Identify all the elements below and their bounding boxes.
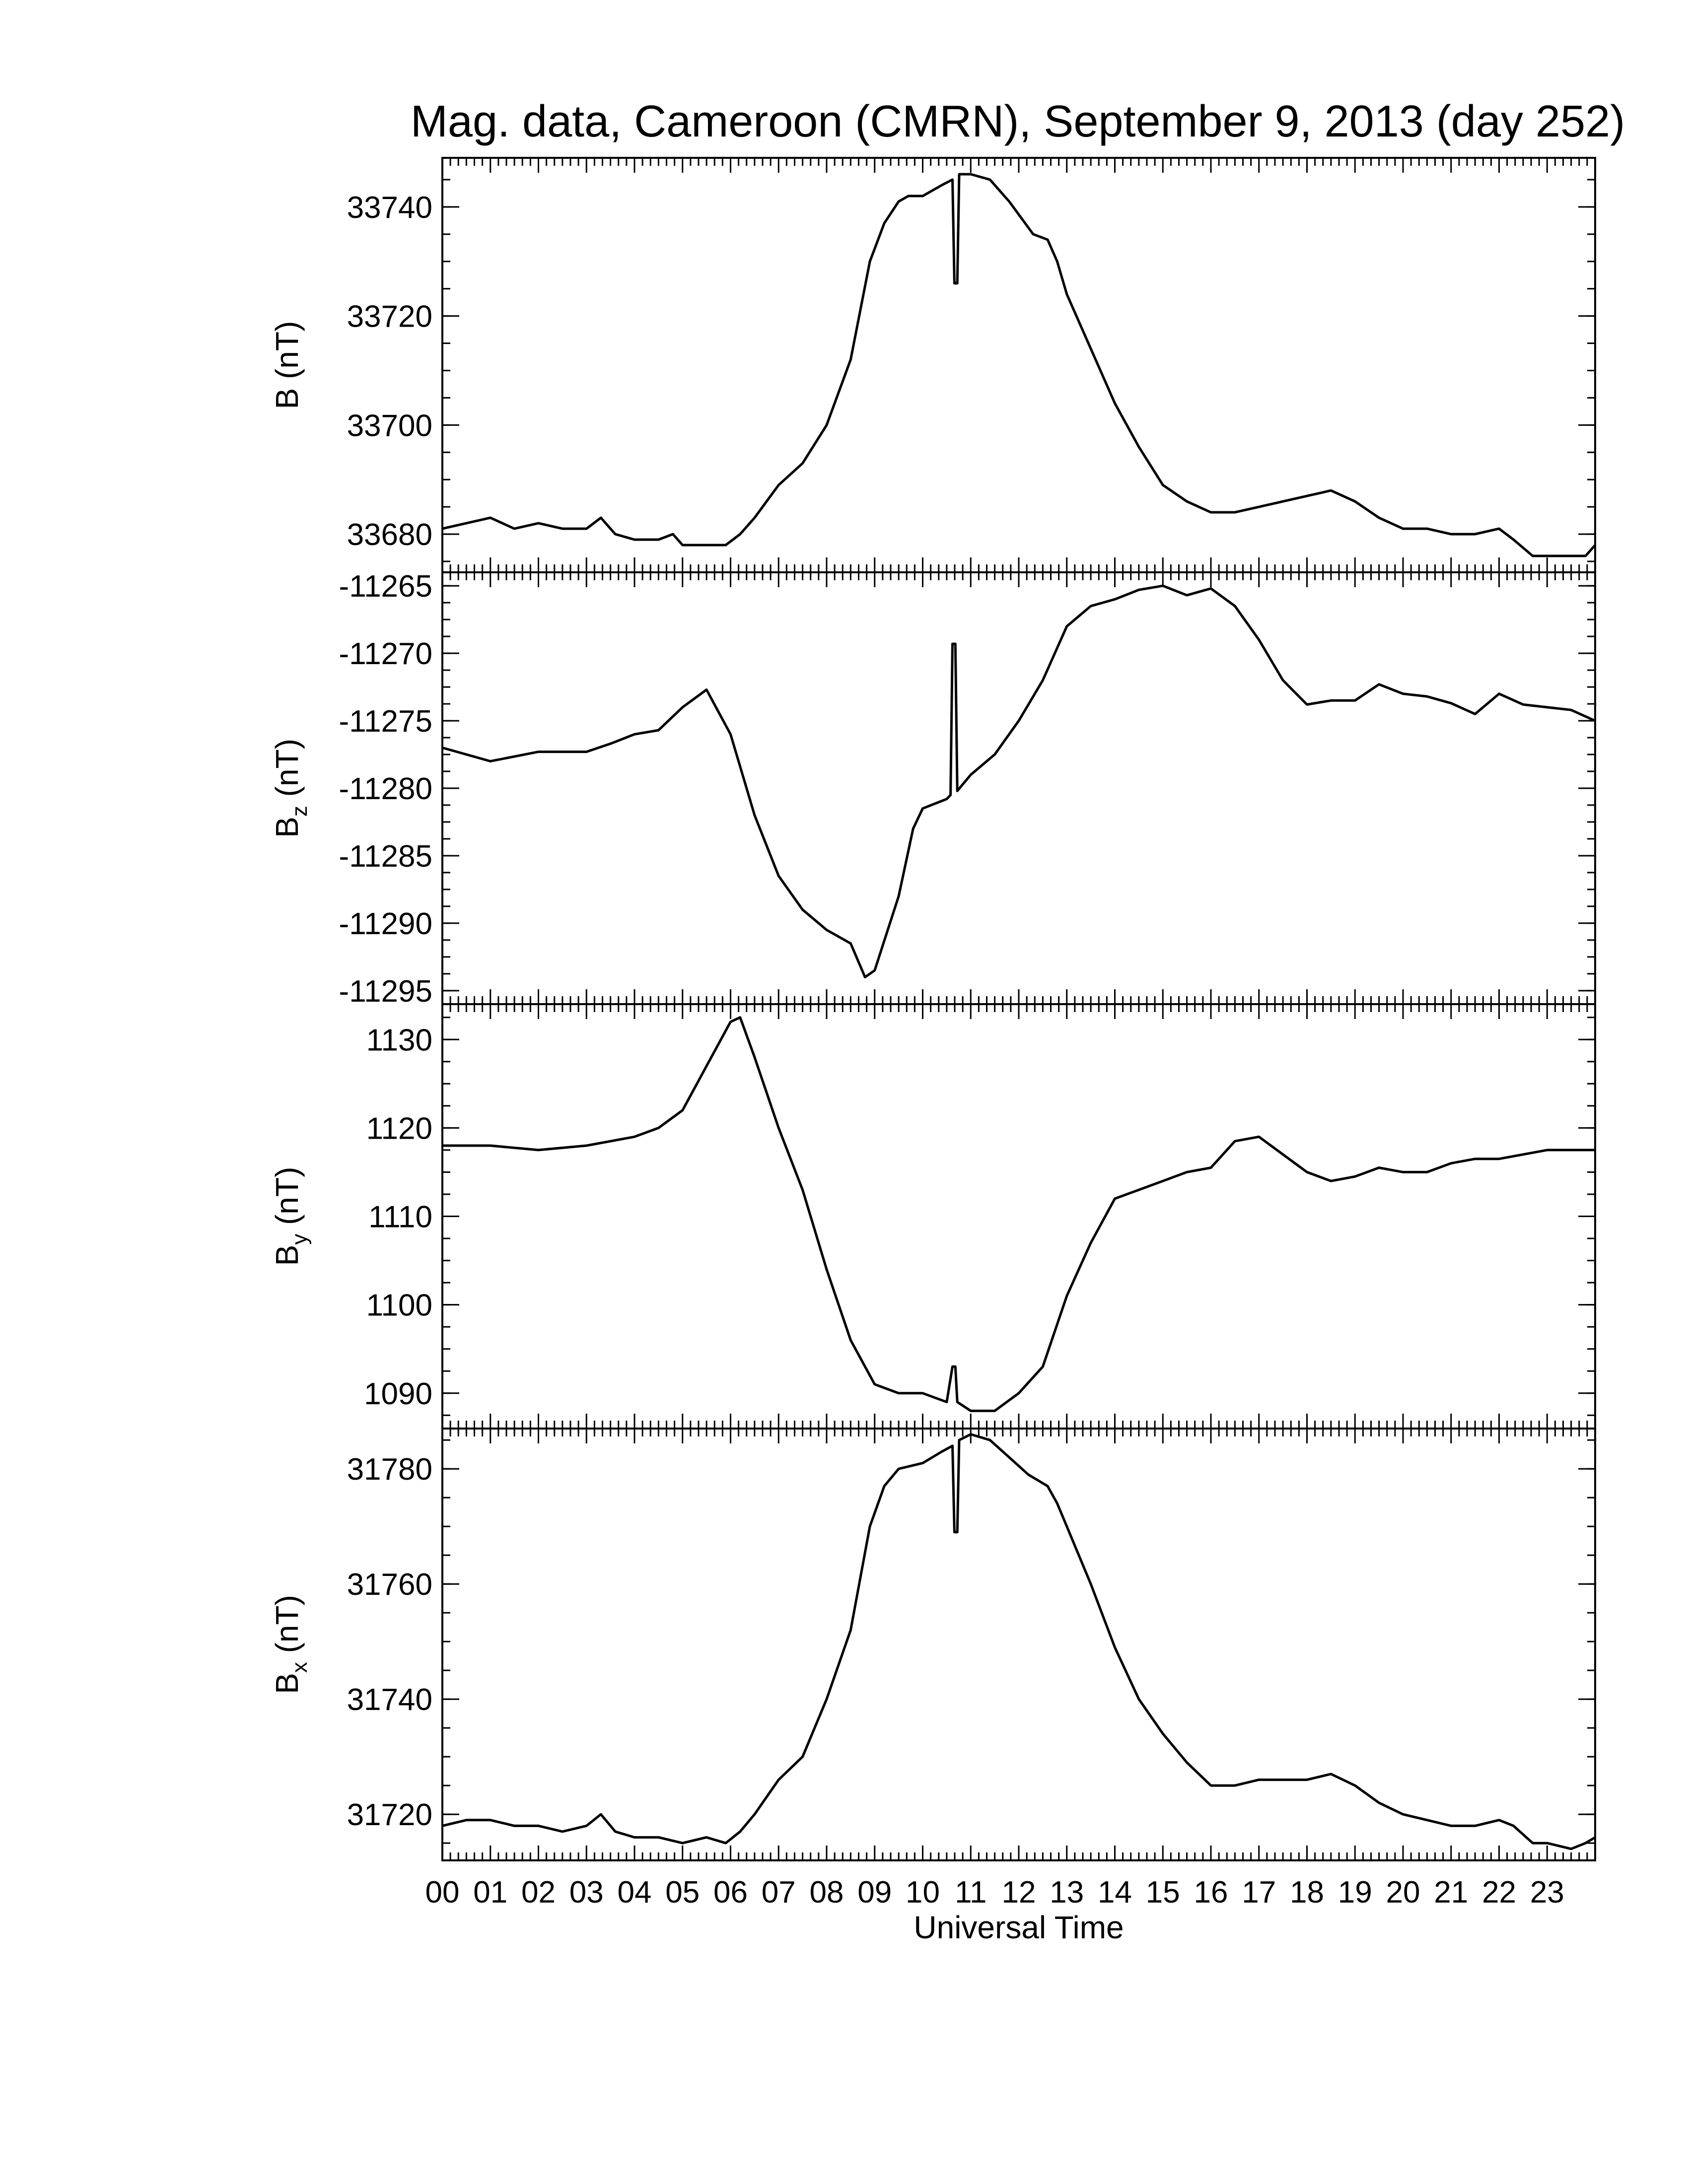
x-tick-label: 11 bbox=[955, 1875, 987, 1910]
y-tick-label: 33740 bbox=[347, 190, 432, 225]
y-tick-label: 1120 bbox=[366, 1111, 432, 1146]
y-tick-label: 33720 bbox=[347, 299, 432, 334]
x-tick-label: 04 bbox=[617, 1875, 652, 1910]
y-tick-label: -11275 bbox=[339, 704, 432, 739]
x-tick-label: 07 bbox=[761, 1875, 796, 1910]
x-tick-label: 09 bbox=[857, 1875, 892, 1910]
x-tick-label: 18 bbox=[1290, 1875, 1324, 1910]
x-tick-label: 13 bbox=[1050, 1875, 1084, 1910]
y-tick-label: 1110 bbox=[368, 1200, 432, 1234]
y-tick-label: -11295 bbox=[339, 974, 432, 1009]
x-tick-label: 03 bbox=[569, 1875, 604, 1910]
x-tick-label: 01 bbox=[473, 1875, 508, 1910]
y-tick-label: -11280 bbox=[339, 772, 432, 806]
y-axis-label: $B_x$ (nT) bbox=[269, 1595, 312, 1694]
x-tick-label: 12 bbox=[1001, 1875, 1036, 1910]
x-tick-label: 06 bbox=[713, 1875, 748, 1910]
y-tick-label: 31740 bbox=[347, 1683, 432, 1717]
x-tick-label: 16 bbox=[1194, 1875, 1228, 1910]
y-tick-label: -11285 bbox=[339, 839, 432, 874]
x-tick-label: 21 bbox=[1434, 1875, 1469, 1910]
x-tick-label: 05 bbox=[665, 1875, 700, 1910]
y-tick-label: 31760 bbox=[347, 1568, 432, 1602]
x-tick-label: 10 bbox=[906, 1875, 940, 1910]
y-tick-label: -11265 bbox=[339, 569, 432, 604]
y-tick-label: -11270 bbox=[339, 637, 432, 672]
y-axis-label: $B_z$ (nT) bbox=[269, 739, 312, 838]
x-tick-label: 15 bbox=[1145, 1875, 1180, 1910]
x-tick-label: 02 bbox=[521, 1875, 556, 1910]
y-tick-label: 31780 bbox=[347, 1452, 432, 1487]
chart-title: Mag. data, Cameroon (CMRN), September 9, 2013 (day 252) bbox=[410, 97, 1625, 146]
x-tick-label: 00 bbox=[425, 1875, 460, 1910]
y-tick-label: 33700 bbox=[347, 409, 432, 443]
y-tick-label: 1100 bbox=[366, 1288, 432, 1323]
x-tick-label: 23 bbox=[1530, 1875, 1564, 1910]
y-tick-label: 1090 bbox=[364, 1376, 432, 1411]
x-axis-label: Universal Time bbox=[914, 1910, 1124, 1945]
y-tick-label: -11290 bbox=[339, 906, 432, 941]
y-tick-label: 33680 bbox=[347, 518, 432, 552]
y-axis-label: B (nT) bbox=[269, 321, 305, 410]
y-axis-label: $B_y$ (nT) bbox=[269, 1166, 312, 1266]
x-tick-label: 08 bbox=[809, 1875, 844, 1910]
x-tick-label: 14 bbox=[1098, 1875, 1132, 1910]
x-tick-label: 20 bbox=[1386, 1875, 1420, 1910]
x-tick-label: 19 bbox=[1337, 1875, 1372, 1910]
x-tick-label: 22 bbox=[1482, 1875, 1516, 1910]
x-tick-label: 17 bbox=[1242, 1875, 1276, 1910]
y-tick-label: 31720 bbox=[347, 1798, 432, 1833]
y-tick-label: 1130 bbox=[366, 1023, 432, 1058]
